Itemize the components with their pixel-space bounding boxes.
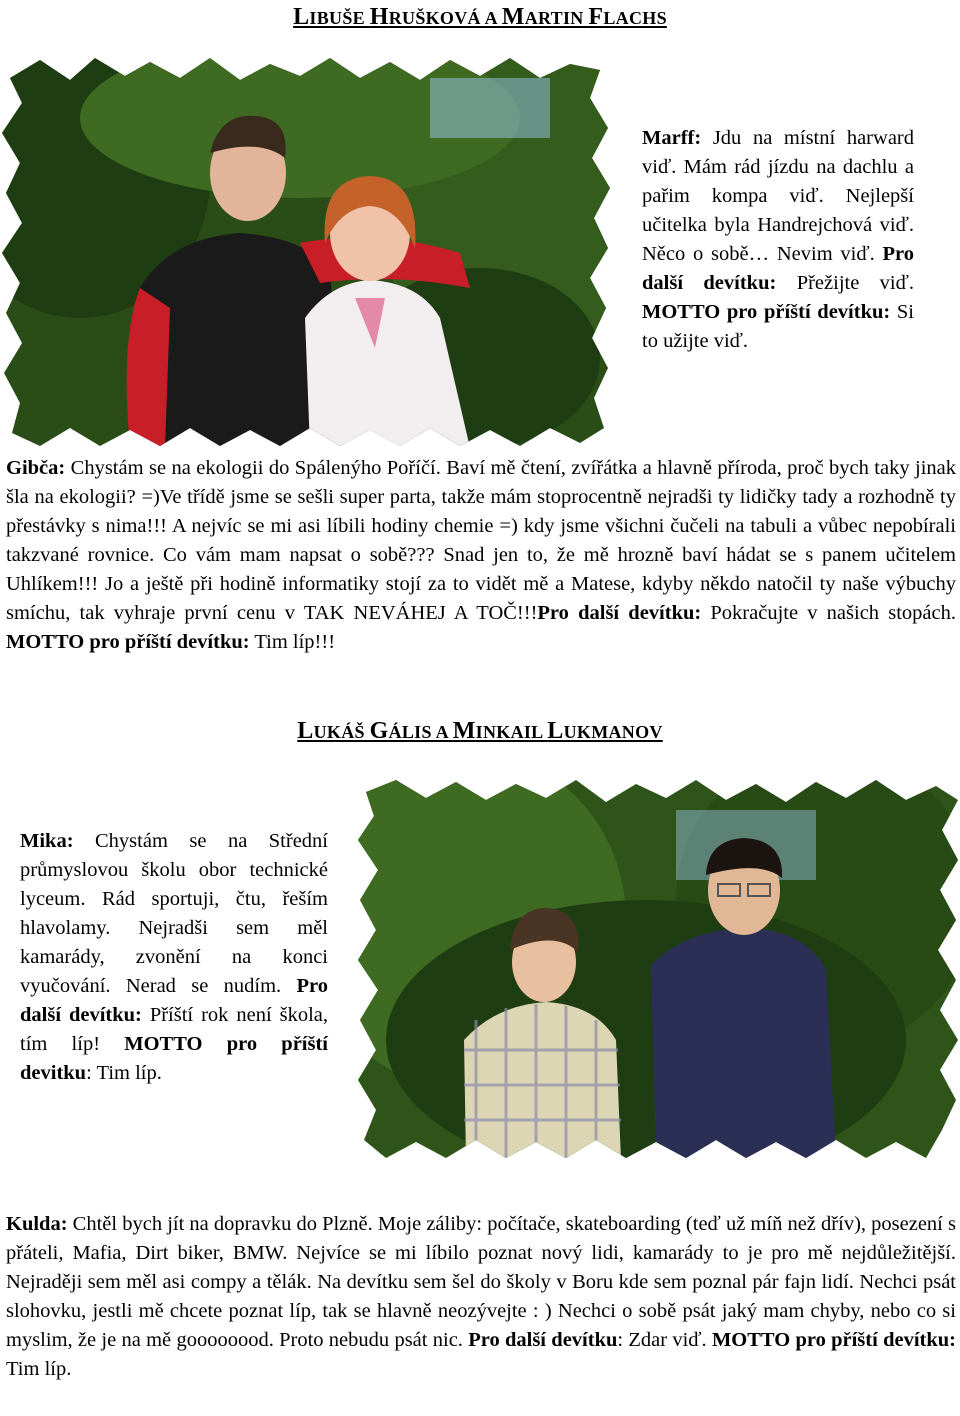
paragraph-text: Chtěl bych jít na dopravku do Plzně. Moje záliby: počítače, skateboarding (teď už míň než dřív), posezení s přáteli, Mafia, Dirt biker, BMW. Nejvíce se mi líbilo poznat nový lidi, kamarády to je pro mě nejdůležitější. Nejraději sem měl asi compy a tělák. Na devítku sem šel do školy v Boru kde sem poznal pár fajn lidí. Nechci psát slohovku, jestli mě chcete poznat líp, tak se hlavně neozývejte : ) Nechci o sobě psát jaký mam chyby, nebo co si myslim, že je na mě goooooood. Proto nebudu psát nic.	[6, 1213, 956, 1351]
paragraph-text: Chystám se na ekologii do Spálenýho Poříčí. Baví mě čtení, zvířátka a hlavně příroda, proč bych taky jinak šla na ekologii? =)Ve třídě jsme se sešli super parta, takže mám stoprocentně nejradši ty lidičky tady a rozhodně ty přestávky s nima!!! A nejvíc se mi asi líbili hodiny chemie =) kdy jsme všichni čučeli na tabuli a vůbec nepobírali takzvané rovnice. Co vám mam napsat o sobě??? Snad jen to, že mě hrozně baví hádat se s panem učitelem Uhlíkem!!! Jo a ještě při hodině informatiky stojí za to vidět mě a Matese, kdyby někdo natočil ty naše výbuchy smíchu, tak vyhraje první cenu v TAK NEVÁHEJ A TOČ!!!	[6, 457, 956, 624]
next-class-label: Pro další devítku	[468, 1329, 618, 1351]
section-heading-1	[0, 4, 960, 31]
paragraph-text: Přežijte viď.	[776, 272, 915, 294]
heading-part: LACHS	[603, 8, 667, 28]
heading-part: IBUŠE	[309, 8, 370, 28]
heading-initial: L	[293, 4, 310, 30]
paragraph-text: Tim líp!!!	[249, 631, 336, 653]
heading-initial: L	[297, 718, 314, 744]
heading-initial: M	[452, 718, 476, 744]
paragraph-text: Pokračujte v našich stopách.	[701, 602, 956, 624]
paragraph-text: Tim líp.	[6, 1358, 72, 1380]
heading-part: ÁLIS A	[388, 722, 453, 742]
heading-initial: F	[588, 4, 604, 30]
speaker-label: Kulda:	[6, 1213, 68, 1235]
heading-part: INKAIL	[475, 722, 548, 742]
motto-label: MOTTO pro příští devítku:	[6, 631, 250, 653]
motto-label: MOTTO pro příští devítku:	[711, 1329, 956, 1351]
section-heading-2	[0, 718, 960, 745]
photo-libuse-martin	[0, 58, 612, 448]
motto-label: MOTTO pro příští devítku:	[642, 301, 891, 323]
paragraph-text: Si to užijte viď.	[642, 301, 914, 352]
heading-part: ARTIN	[524, 8, 589, 28]
mika-paragraph	[20, 827, 328, 1088]
kulda-paragraph	[6, 1210, 956, 1384]
heading-initial: M	[501, 4, 525, 30]
speaker-label: Marff:	[642, 127, 702, 149]
heading-initial: H	[369, 4, 389, 30]
paragraph-text: Příští rok není škola, tím líp!	[20, 1004, 328, 1055]
heading-part: RUŠKOVÁ A	[388, 8, 502, 28]
paragraph-text: Jdu na místní harward viď. Mám rád jízdu na dachlu a pařim kompa viď. Nejlepší učitelka byla Handrejchová viď. Něco o sobě… Nevim viď.	[642, 127, 914, 265]
marff-paragraph	[642, 124, 914, 356]
speaker-label: Gibča:	[6, 457, 66, 479]
heading-part: UKMANOV	[563, 722, 663, 742]
heading-initial: L	[547, 718, 564, 744]
heading-initial: G	[369, 718, 389, 744]
next-class-label: Pro další devítku:	[642, 243, 914, 294]
motto-label: MOTTO pro příští devitku	[20, 1033, 328, 1084]
paragraph-text: : Zdar viď.	[617, 1329, 712, 1351]
paragraph-text: : Tim líp.	[86, 1062, 162, 1084]
speaker-label: Mika:	[20, 830, 74, 852]
photo-lukas-minkail	[346, 780, 960, 1160]
paragraph-text: Chystám se na Střední průmyslovou školu obor technické lyceum. Rád sportuji, čtu, řeším hlavolamy. Nejradši sem měl kamarády, zvonění na konci vyučování. Nerad se nudím.	[20, 830, 328, 997]
heading-part: UKÁŠ	[313, 722, 370, 742]
next-class-label: Pro další devítku:	[20, 975, 328, 1026]
gibca-paragraph	[6, 454, 956, 657]
next-class-label: Pro další devítku:	[537, 602, 702, 624]
